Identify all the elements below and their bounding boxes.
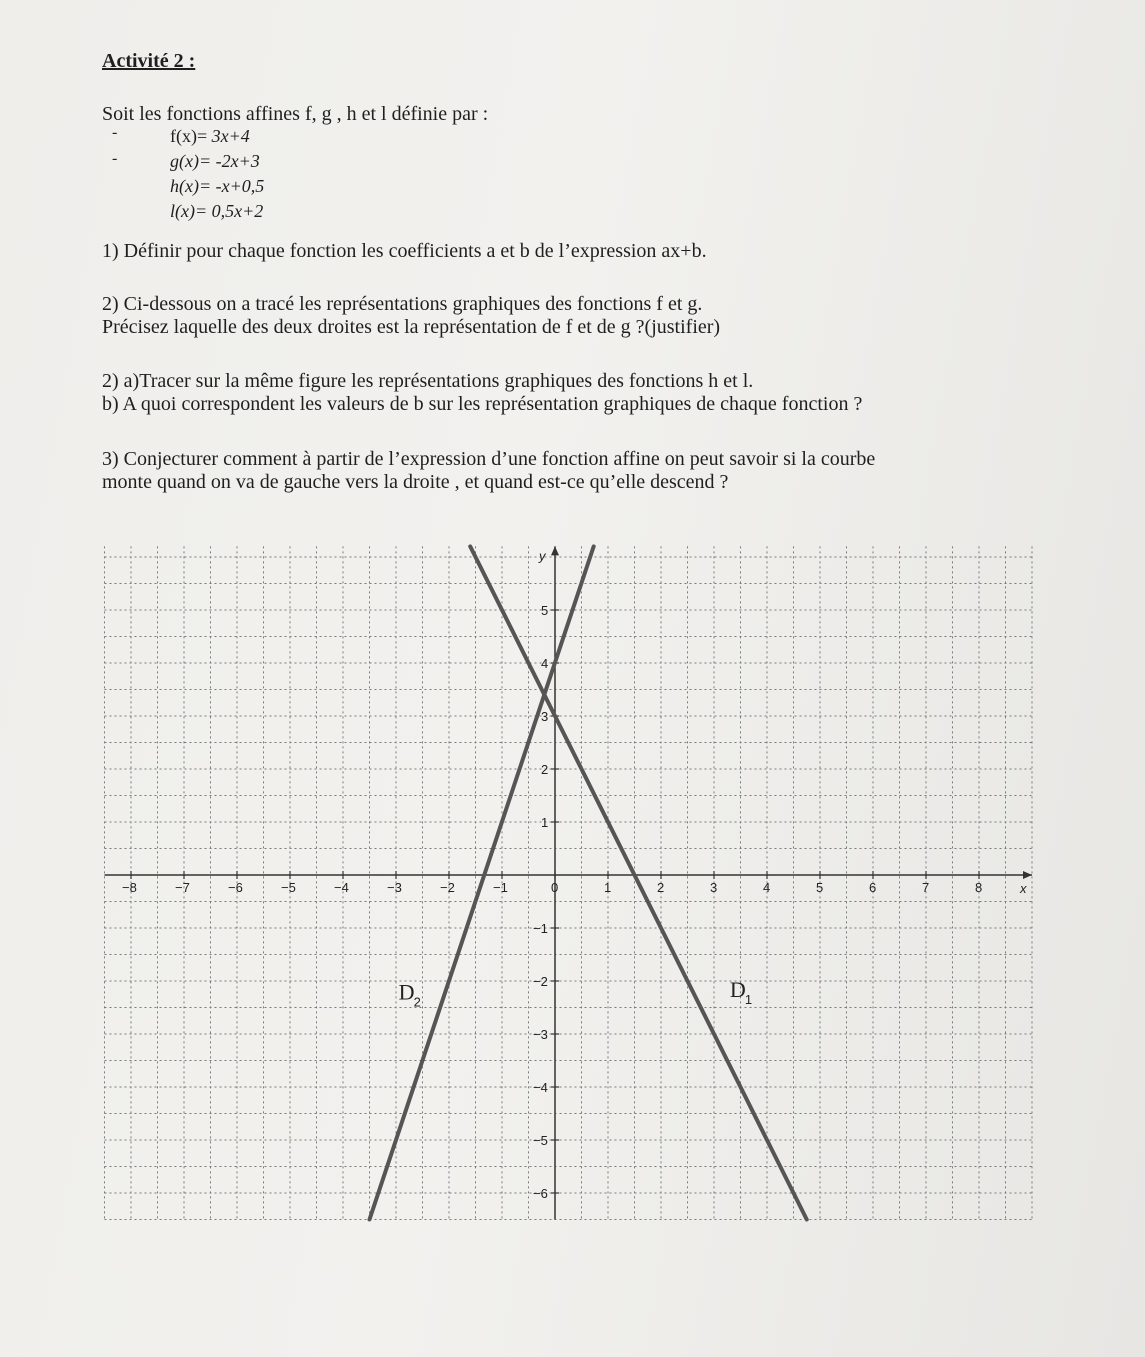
function-h-name: h(x)= [170, 176, 212, 196]
question-2-line-2: Précisez laquelle des deux droites est la représentation de f et de g ?(justifier) [102, 316, 721, 338]
function-h-expr: -x+0,5 [215, 176, 265, 196]
x-tick-label: −3 [387, 880, 402, 895]
x-tick-label: 1 [604, 880, 612, 895]
x-tick-label: 2 [657, 880, 665, 895]
y-tick-label: −3 [533, 1027, 548, 1042]
bullet-dash: - [112, 124, 118, 141]
function-g-expr: -2x+3 [215, 151, 260, 171]
activity-title: Activité 2 : [102, 50, 196, 72]
x-tick-label: 4 [763, 880, 771, 895]
x-axis-label: x [1020, 881, 1027, 896]
line-label-d2: D [398, 979, 415, 1005]
question-2b: b) A quoi correspondent les valeurs de b sur les représentation graphiques de chaque fonction ? [102, 393, 863, 415]
y-tick-label: −6 [533, 1186, 548, 1201]
x-tick-label: 5 [816, 880, 824, 895]
x-tick-label: −7 [175, 880, 190, 895]
y-tick-label: −4 [533, 1080, 548, 1095]
function-l-expr: 0,5x+2 [211, 201, 264, 221]
question-2a: 2) a)Tracer sur la même figure les représentations graphiques des fonctions h et l. [102, 370, 754, 392]
question-3-line-1: 3) Conjecturer comment à partir de l’expression d’une fonction affine on peut savoir si la courbe [102, 448, 876, 470]
x-axis-arrow-icon [1023, 871, 1032, 879]
y-tick-label: 1 [541, 815, 549, 830]
y-tick-label: 3 [541, 709, 549, 724]
x-tick-label: −4 [334, 880, 349, 895]
x-tick-label: −5 [281, 880, 296, 895]
intro-text: Soit les fonctions affines f, g , h et l définie par : [102, 103, 489, 125]
x-tick-label: −2 [440, 880, 455, 895]
line-label-d1: D [729, 976, 746, 1002]
y-tick-label: 4 [541, 656, 549, 671]
bullet-dash: - [112, 150, 118, 167]
line-d1 [470, 546, 807, 1219]
function-f-expr: 3x+4 [211, 126, 250, 146]
y-tick-label: −1 [533, 921, 548, 936]
y-tick-label: −2 [533, 974, 548, 989]
y-axis-label: y [539, 548, 546, 564]
line-d2 [370, 546, 594, 1219]
x-tick-label: 3 [710, 880, 718, 895]
function-f-name: f(x)= [170, 126, 208, 146]
question-3-line-2: monte quand on va de gauche vers la droite , et quand est-ce qu’elle descend ? [102, 471, 729, 493]
y-tick-label: 5 [541, 603, 549, 618]
function-g [170, 151, 260, 172]
line-label-subscript: 1 [744, 991, 753, 1007]
question-2-line-1: 2) Ci-dessous on a tracé les représentations graphiques des fonctions f et g. [102, 293, 703, 315]
coordinate-graph [0, 500, 1145, 1230]
function-h [170, 176, 264, 197]
function-f [170, 126, 250, 147]
y-tick-label: −5 [533, 1133, 548, 1148]
line-label-subscript: 2 [413, 994, 421, 1010]
question-1: 1) Définir pour chaque fonction les coefficients a et b de l’expression ax+b. [102, 240, 707, 262]
x-tick-label: −8 [122, 880, 137, 895]
function-l [170, 201, 263, 222]
y-axis-arrow-icon [551, 546, 559, 555]
function-g-name: g(x)= [170, 151, 212, 171]
y-tick-label: 2 [541, 762, 549, 777]
x-tick-label: −6 [228, 880, 243, 895]
x-tick-label: 7 [922, 880, 930, 895]
x-tick-label: 8 [975, 880, 983, 895]
function-l-name: l(x)= [170, 201, 208, 221]
x-tick-label: −1 [493, 880, 508, 895]
x-tick-label: 6 [869, 880, 877, 895]
x-tick-label: 0 [551, 880, 559, 895]
